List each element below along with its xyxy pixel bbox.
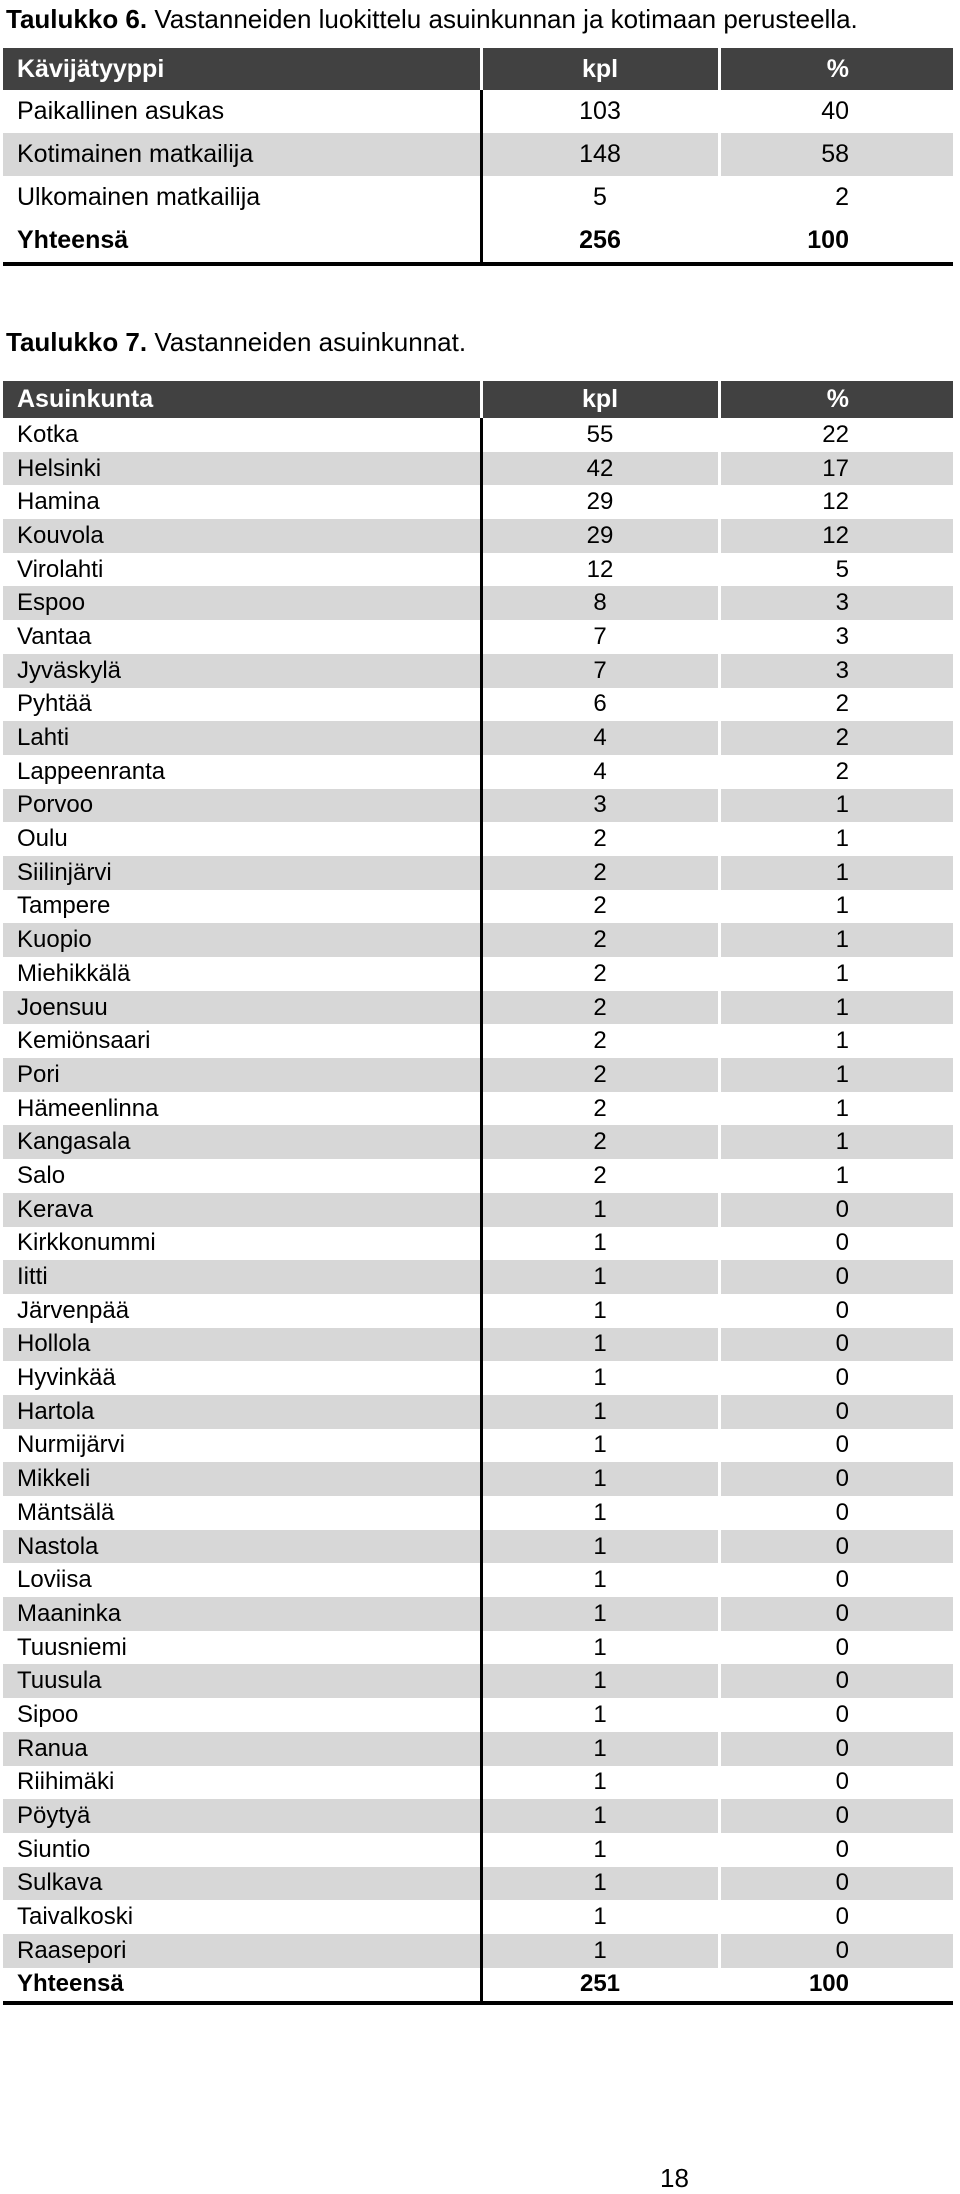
table7-row	[3, 1125, 953, 1159]
table7-cell-percent: 0	[719, 1294, 953, 1328]
table7-cell-count: 1	[481, 1328, 719, 1362]
table7-cell-percent: 1	[719, 957, 953, 991]
table7-row	[3, 1361, 953, 1395]
table7-cell-percent: 0	[719, 1193, 953, 1227]
table7-cell-label: Jyväskylä	[3, 654, 481, 688]
table7-cell-percent: 0	[719, 1361, 953, 1395]
table7-caption	[6, 327, 466, 358]
table7-row	[3, 586, 953, 620]
table6-row	[3, 90, 953, 133]
table6-row	[3, 176, 953, 219]
table7-cell-label: Maaninka	[3, 1597, 481, 1631]
table7-cell-label: Pöytyä	[3, 1799, 481, 1833]
table7-cell-label: Loviisa	[3, 1563, 481, 1597]
table7-cell-label: Hollola	[3, 1328, 481, 1362]
table7-cell-label: Siuntio	[3, 1833, 481, 1867]
table7-cell-label: Pori	[3, 1058, 481, 1092]
table7-row	[3, 1833, 953, 1867]
table7-cell-label: Kuopio	[3, 923, 481, 957]
table7-cell-count: 6	[481, 688, 719, 722]
table7-cell-count: 2	[481, 1159, 719, 1193]
table7-cell-percent: 0	[719, 1395, 953, 1429]
table7-row	[3, 1058, 953, 1092]
table7-cell-count: 2	[481, 856, 719, 890]
table7-cell-label: Kerava	[3, 1193, 481, 1227]
table7-row	[3, 519, 953, 553]
table7-row	[3, 856, 953, 890]
table6-total-label: Yhteensä	[3, 219, 481, 264]
table7-cell-label: Virolahti	[3, 553, 481, 587]
table7-cell-count: 1	[481, 1193, 719, 1227]
table7-cell-percent: 12	[719, 485, 953, 519]
table7-cell-count: 2	[481, 1058, 719, 1092]
table7-total-percent: 100	[719, 1968, 953, 2004]
table7-cell-label: Siilinjärvi	[3, 856, 481, 890]
table7-cell-percent: 0	[719, 1328, 953, 1362]
table7-cell-percent: 1	[719, 1058, 953, 1092]
table7-cell-count: 1	[481, 1631, 719, 1665]
table6-row	[3, 133, 953, 176]
table7-row	[3, 789, 953, 823]
table7-cell-count: 1	[481, 1530, 719, 1564]
table7-cell-label: Sipoo	[3, 1698, 481, 1732]
table7-cell-count: 7	[481, 620, 719, 654]
table7-cell-percent: 0	[719, 1530, 953, 1564]
table7-cell-count: 1	[481, 1597, 719, 1631]
table7-cell-percent: 0	[719, 1429, 953, 1463]
table7-cell-count: 4	[481, 721, 719, 755]
table7-cell-count: 42	[481, 452, 719, 486]
table7-row	[3, 1496, 953, 1530]
table7-cell-count: 2	[481, 991, 719, 1025]
table7-cell-count: 1	[481, 1799, 719, 1833]
table7-cell-percent: 0	[719, 1698, 953, 1732]
table7-cell-percent: 0	[719, 1799, 953, 1833]
table7-cell-label: Kangasala	[3, 1125, 481, 1159]
table7-row	[3, 1597, 953, 1631]
table7-cell-percent: 12	[719, 519, 953, 553]
table7-cell-percent: 0	[719, 1227, 953, 1261]
table7-cell-label: Riihimäki	[3, 1766, 481, 1800]
table7-row	[3, 1024, 953, 1058]
table7-row	[3, 1664, 953, 1698]
table6-caption	[6, 4, 858, 35]
table7-row	[3, 1395, 953, 1429]
table7	[3, 381, 953, 2005]
table7-cell-percent: 22	[719, 418, 953, 452]
table7-row	[3, 1159, 953, 1193]
table7-cell-percent: 5	[719, 553, 953, 587]
table7-cell-label: Salo	[3, 1159, 481, 1193]
table6-header-percent: %	[719, 48, 953, 90]
table7-cell-count: 7	[481, 654, 719, 688]
table7-header-municipality: Asuinkunta	[3, 381, 481, 418]
table7-cell-label: Kemiönsaari	[3, 1024, 481, 1058]
table7-cell-count: 8	[481, 586, 719, 620]
table7-cell-label: Tuusniemi	[3, 1631, 481, 1665]
table7-cell-percent: 0	[719, 1833, 953, 1867]
table7-cell-label: Lahti	[3, 721, 481, 755]
table7-cell-count: 29	[481, 519, 719, 553]
table7-row	[3, 1799, 953, 1833]
table7-cell-label: Miehikkälä	[3, 957, 481, 991]
table7-cell-count: 2	[481, 1092, 719, 1126]
table7-cell-percent: 2	[719, 721, 953, 755]
table7-cell-percent: 0	[719, 1631, 953, 1665]
table7-cell-label: Helsinki	[3, 452, 481, 486]
table7-cell-label: Hartola	[3, 1395, 481, 1429]
table7-row	[3, 721, 953, 755]
table7-cell-percent: 17	[719, 452, 953, 486]
table6-cell-label: Kotimainen matkailija	[3, 133, 481, 176]
table7-cell-count: 1	[481, 1563, 719, 1597]
table7-cell-label: Joensuu	[3, 991, 481, 1025]
table7-cell-label: Nastola	[3, 1530, 481, 1564]
table7-row	[3, 485, 953, 519]
table6-body	[3, 90, 953, 264]
page-number: 18	[660, 2163, 689, 2193]
table7-cell-count: 1	[481, 1462, 719, 1496]
table7-header-row	[3, 381, 953, 418]
table7-header-percent: %	[719, 381, 953, 418]
table7-row	[3, 1698, 953, 1732]
table7-cell-percent: 3	[719, 586, 953, 620]
table6-cell-count: 148	[481, 133, 719, 176]
table7-cell-label: Porvoo	[3, 789, 481, 823]
table7-cell-label: Espoo	[3, 586, 481, 620]
table6-header-count: kpl	[481, 48, 719, 90]
table7-caption-label: Taulukko 7.	[6, 327, 148, 357]
table7-cell-percent: 0	[719, 1462, 953, 1496]
table7-row	[3, 822, 953, 856]
table7-cell-count: 55	[481, 418, 719, 452]
table7-cell-label: Lappeenranta	[3, 755, 481, 789]
table7-cell-percent: 1	[719, 822, 953, 856]
table6-caption-text: Vastanneiden luokittelu asuinkunnan ja kotimaan perusteella.	[147, 4, 858, 34]
table7-cell-label: Pyhtää	[3, 688, 481, 722]
table7-cell-percent: 1	[719, 923, 953, 957]
table7-cell-count: 1	[481, 1934, 719, 1968]
table7-row	[3, 418, 953, 452]
table7-row	[3, 1732, 953, 1766]
table7-cell-count: 1	[481, 1833, 719, 1867]
table6-header-type: Kävijätyyppi	[3, 48, 481, 90]
table7-cell-count: 1	[481, 1496, 719, 1530]
table7-cell-label: Nurmijärvi	[3, 1429, 481, 1463]
table7-row	[3, 1260, 953, 1294]
table7-cell-count: 1	[481, 1227, 719, 1261]
table6	[3, 48, 953, 266]
table7-row	[3, 1530, 953, 1564]
table7-row	[3, 1867, 953, 1901]
table7-cell-label: Vantaa	[3, 620, 481, 654]
table7-row	[3, 1631, 953, 1665]
table7-cell-label: Kouvola	[3, 519, 481, 553]
table7-row	[3, 1227, 953, 1261]
table7-cell-count: 1	[481, 1867, 719, 1901]
table7-cell-count: 1	[481, 1429, 719, 1463]
table7-cell-percent: 1	[719, 1159, 953, 1193]
table7-cell-percent: 0	[719, 1934, 953, 1968]
table7-cell-label: Taivalkoski	[3, 1900, 481, 1934]
table7-cell-label: Mäntsälä	[3, 1496, 481, 1530]
table7-row	[3, 1934, 953, 1968]
table6-caption-label: Taulukko 6.	[6, 4, 148, 34]
table6-cell-percent: 58	[719, 133, 953, 176]
table7-cell-label: Järvenpää	[3, 1294, 481, 1328]
table7-cell-label: Kirkkonummi	[3, 1227, 481, 1261]
table6-total-count: 256	[481, 219, 719, 264]
table7-row	[3, 553, 953, 587]
table7-cell-count: 1	[481, 1361, 719, 1395]
table7-row	[3, 654, 953, 688]
table7-cell-percent: 3	[719, 620, 953, 654]
table7-cell-count: 1	[481, 1395, 719, 1429]
table7-cell-percent: 1	[719, 856, 953, 890]
table7-cell-label: Hamina	[3, 485, 481, 519]
table7-cell-percent: 3	[719, 654, 953, 688]
table7-total-label: Yhteensä	[3, 1968, 481, 2004]
table7-row	[3, 1294, 953, 1328]
table7-row	[3, 1328, 953, 1362]
table7-cell-percent: 0	[719, 1260, 953, 1294]
table7-cell-label: Kotka	[3, 418, 481, 452]
table7-cell-count: 1	[481, 1698, 719, 1732]
table7-total-row	[3, 1968, 953, 2004]
table7-cell-count: 1	[481, 1664, 719, 1698]
table7-cell-label: Hyvinkää	[3, 1361, 481, 1395]
table7-cell-percent: 0	[719, 1563, 953, 1597]
table7-cell-count: 2	[481, 822, 719, 856]
table7-cell-label: Tampere	[3, 890, 481, 924]
table7-cell-count: 1	[481, 1260, 719, 1294]
table7-header-count: kpl	[481, 381, 719, 418]
table7-cell-percent: 1	[719, 991, 953, 1025]
table7-cell-percent: 0	[719, 1732, 953, 1766]
table7-cell-label: Oulu	[3, 822, 481, 856]
table6-cell-count: 103	[481, 90, 719, 133]
table7-cell-percent: 1	[719, 890, 953, 924]
table7-total-count: 251	[481, 1968, 719, 2004]
table7-cell-percent: 1	[719, 1024, 953, 1058]
table6-total-percent: 100	[719, 219, 953, 264]
table7-row	[3, 688, 953, 722]
table7-cell-count: 1	[481, 1766, 719, 1800]
table6-cell-percent: 2	[719, 176, 953, 219]
table7-cell-label: Tuusula	[3, 1664, 481, 1698]
table6-header-row	[3, 48, 953, 90]
table7-row	[3, 1193, 953, 1227]
table6-cell-percent: 40	[719, 90, 953, 133]
table7-row	[3, 755, 953, 789]
table7-cell-percent: 2	[719, 688, 953, 722]
table7-cell-count: 1	[481, 1900, 719, 1934]
table7-row	[3, 1092, 953, 1126]
table7-cell-count: 2	[481, 1024, 719, 1058]
table7-row	[3, 991, 953, 1025]
table7-body	[3, 418, 953, 2003]
table7-cell-percent: 1	[719, 1092, 953, 1126]
table7-cell-count: 4	[481, 755, 719, 789]
table6-cell-label: Ulkomainen matkailija	[3, 176, 481, 219]
table6-cell-label: Paikallinen asukas	[3, 90, 481, 133]
table7-cell-percent: 0	[719, 1597, 953, 1631]
table7-row	[3, 957, 953, 991]
table7-cell-percent: 0	[719, 1664, 953, 1698]
table7-row	[3, 890, 953, 924]
table7-row	[3, 1900, 953, 1934]
table7-row	[3, 1766, 953, 1800]
table7-cell-count: 2	[481, 1125, 719, 1159]
table7-cell-label: Sulkava	[3, 1867, 481, 1901]
table7-cell-count: 12	[481, 553, 719, 587]
table7-cell-count: 2	[481, 890, 719, 924]
table7-cell-count: 3	[481, 789, 719, 823]
table7-row	[3, 1563, 953, 1597]
table7-cell-label: Mikkeli	[3, 1462, 481, 1496]
table6-cell-count: 5	[481, 176, 719, 219]
table7-caption-text: Vastanneiden asuinkunnat.	[147, 327, 467, 357]
table7-cell-count: 1	[481, 1294, 719, 1328]
table7-cell-label: Raasepori	[3, 1934, 481, 1968]
table7-cell-count: 2	[481, 957, 719, 991]
table6-total-row	[3, 219, 953, 264]
table7-row	[3, 1429, 953, 1463]
table7-cell-label: Ranua	[3, 1732, 481, 1766]
table7-row	[3, 620, 953, 654]
table7-cell-label: Hämeenlinna	[3, 1092, 481, 1126]
table7-cell-percent: 0	[719, 1900, 953, 1934]
table7-cell-label: Iitti	[3, 1260, 481, 1294]
table7-cell-count: 2	[481, 923, 719, 957]
table7-cell-percent: 0	[719, 1496, 953, 1530]
table7-cell-count: 29	[481, 485, 719, 519]
table7-row	[3, 452, 953, 486]
table7-cell-count: 1	[481, 1732, 719, 1766]
table7-cell-percent: 1	[719, 1125, 953, 1159]
table7-row	[3, 1462, 953, 1496]
table7-cell-percent: 1	[719, 789, 953, 823]
table7-row	[3, 923, 953, 957]
table7-cell-percent: 0	[719, 1766, 953, 1800]
table7-cell-percent: 0	[719, 1867, 953, 1901]
table7-cell-percent: 2	[719, 755, 953, 789]
